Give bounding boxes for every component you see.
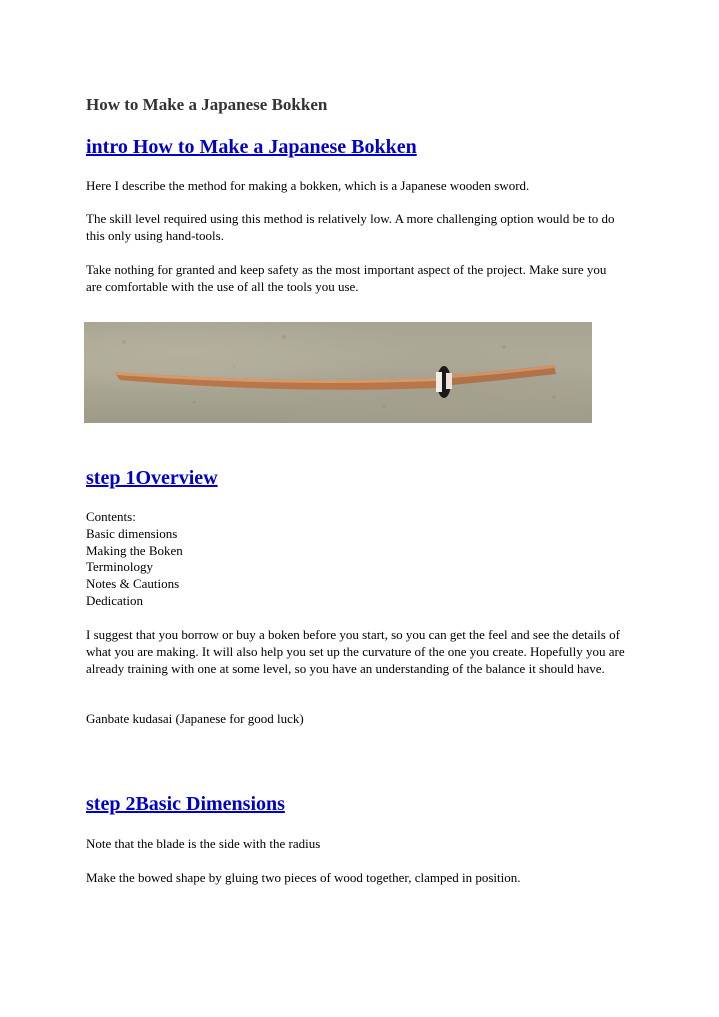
intro-paragraph-1: Here I describe the method for making a bokken, which is a Japanese wooden sword. [86,178,530,193]
bokken-photo [84,322,592,423]
good-luck-text: Ganbate kudasai (Japanese for good luck) [86,711,304,726]
contents-item: Basic dimensions [86,526,178,541]
step1-heading-link[interactable]: step 1Overview [86,467,218,489]
step2-paragraph-2: Make the bowed shape by gluing two pieces of wood together, clamped in position. [86,870,521,885]
contents-item: Notes & Cautions [86,576,180,591]
contents-item: Making the Boken [86,543,183,558]
intro-heading-link[interactable]: intro How to Make a Japanese Bokken [86,136,417,158]
intro-paragraph-2: The skill level required using this method is relatively low. A more challenging option would be to do this only using hand-tools. [86,211,615,243]
contents-item: Terminology [86,559,153,574]
contents-item: Dedication [86,593,144,608]
intro-paragraph-3: Take nothing for granted and keep safety as the most important aspect of the project. Make sure you are comfortable with the use of all the tools you use. [86,262,607,294]
document-title: How to Make a Japanese Bokken [86,95,328,114]
contents-label: Contents: [86,509,136,524]
step1-paragraph: I suggest that you borrow or buy a boken before you start, so you can get the feel and see the details of what you are making. It will also help you set up the curvature of the one you create. Hopefully you are already training with one at some level, so you have an understanding of the balance it should have. [86,627,625,676]
step2-heading-link[interactable]: step 2Basic Dimensions [86,793,285,815]
step2-paragraph-1: Note that the blade is the side with the radius [86,836,321,851]
